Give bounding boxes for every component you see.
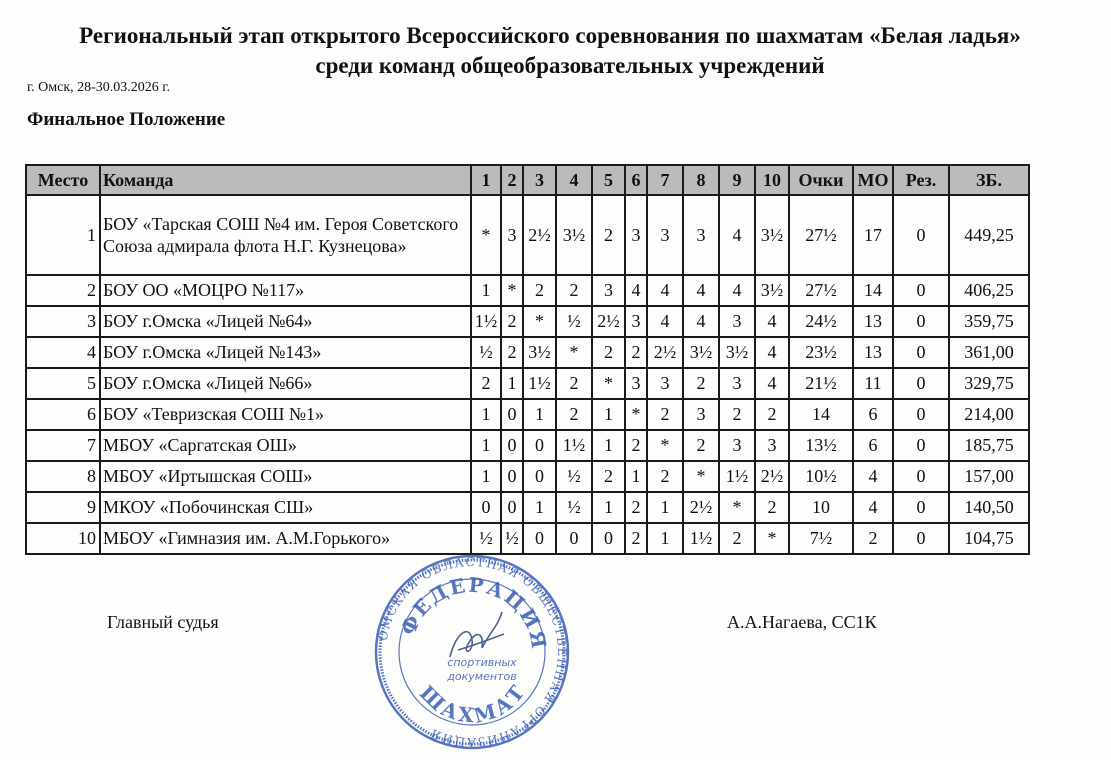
round-vs-7-cell: 2 [647, 399, 683, 430]
federation-stamp-icon [372, 552, 572, 752]
round-vs-4-cell: 2 [556, 275, 592, 306]
table-row [26, 492, 1029, 523]
round-vs-5-cell: 1 [592, 399, 625, 430]
place-cell: 7 [26, 430, 100, 461]
round-vs-10-cell: 2 [755, 399, 789, 430]
table-row [26, 306, 1029, 337]
table-row [26, 337, 1029, 368]
round-vs-3-cell: 0 [523, 523, 556, 554]
table-row [26, 461, 1029, 492]
section-heading: Финальное Положение [27, 109, 226, 130]
round-vs-5-cell: 2 [592, 461, 625, 492]
round-vs-8-cell: * [683, 461, 719, 492]
round-vs-8-cell: 3 [683, 195, 719, 275]
round-vs-10-cell: 3½ [755, 195, 789, 275]
round-vs-8-cell: 1½ [683, 523, 719, 554]
match-points-cell: 4 [853, 461, 893, 492]
team-name-cell: БОУ г.Омска «Лицей №64» [100, 306, 471, 337]
round-vs-1-cell: ½ [471, 337, 501, 368]
round-vs-6-cell: 3 [625, 368, 647, 399]
place-cell: 3 [26, 306, 100, 337]
place-cell: 2 [26, 275, 100, 306]
col-header-r7: 7 [647, 165, 683, 195]
result-cell: 0 [893, 368, 949, 399]
tiebreak-cell: 361,00 [949, 337, 1029, 368]
round-vs-8-cell: 2 [683, 430, 719, 461]
round-vs-9-cell: 3 [719, 368, 755, 399]
round-vs-4-cell: 2 [556, 368, 592, 399]
place-cell: 10 [26, 523, 100, 554]
table-row [26, 368, 1029, 399]
round-vs-8-cell: 3½ [683, 337, 719, 368]
round-vs-10-cell: 4 [755, 337, 789, 368]
points-cell: 10 [789, 492, 853, 523]
svg-text:спортивных: спортивных [447, 656, 517, 669]
match-points-cell: 13 [853, 306, 893, 337]
round-vs-3-cell: 0 [523, 430, 556, 461]
round-vs-10-cell: * [755, 523, 789, 554]
place-cell: 8 [26, 461, 100, 492]
round-vs-6-cell: 2 [625, 492, 647, 523]
place-cell: 5 [26, 368, 100, 399]
standings-table [25, 164, 1030, 555]
table-header-row [26, 165, 1029, 195]
result-cell: 0 [893, 275, 949, 306]
points-cell: 27½ [789, 195, 853, 275]
result-cell: 0 [893, 306, 949, 337]
match-points-cell: 17 [853, 195, 893, 275]
round-vs-10-cell: 4 [755, 368, 789, 399]
points-cell: 24½ [789, 306, 853, 337]
match-points-cell: 4 [853, 492, 893, 523]
round-vs-4-cell: ½ [556, 306, 592, 337]
round-vs-1-cell: 1½ [471, 306, 501, 337]
round-vs-3-cell: 0 [523, 461, 556, 492]
round-vs-3-cell: 2½ [523, 195, 556, 275]
round-vs-7-cell: 1 [647, 492, 683, 523]
table-row [26, 399, 1029, 430]
col-header-team: Команда [100, 165, 471, 195]
tiebreak-cell: 329,75 [949, 368, 1029, 399]
round-vs-2-cell: ½ [501, 523, 523, 554]
round-vs-8-cell: 4 [683, 275, 719, 306]
round-vs-3-cell: 1½ [523, 368, 556, 399]
round-vs-1-cell: ½ [471, 523, 501, 554]
round-vs-7-cell: 4 [647, 275, 683, 306]
round-vs-10-cell: 3½ [755, 275, 789, 306]
round-vs-5-cell: * [592, 368, 625, 399]
points-cell: 7½ [789, 523, 853, 554]
points-cell: 23½ [789, 337, 853, 368]
svg-text:ОМСКАЯ ОБЛАСТНАЯ ОБЩЕСТВЕННАЯ: ОМСКАЯ ОБЛАСТНАЯ ОБЩЕСТВЕННАЯ ОРГАНИЗАЦИЯ [375, 554, 570, 750]
round-vs-7-cell: 4 [647, 306, 683, 337]
round-vs-6-cell: 2 [625, 430, 647, 461]
round-vs-3-cell: 1 [523, 399, 556, 430]
col-header-r2: 2 [501, 165, 523, 195]
tiebreak-cell: 185,75 [949, 430, 1029, 461]
col-header-r8: 8 [683, 165, 719, 195]
round-vs-9-cell: 4 [719, 275, 755, 306]
team-name-cell: БОУ «Тевризская СОШ №1» [100, 399, 471, 430]
result-cell: 0 [893, 461, 949, 492]
tiebreak-cell: 359,75 [949, 306, 1029, 337]
round-vs-3-cell: 1 [523, 492, 556, 523]
tiebreak-cell: 140,50 [949, 492, 1029, 523]
place-cell: 9 [26, 492, 100, 523]
result-cell: 0 [893, 337, 949, 368]
col-header-r3: 3 [523, 165, 556, 195]
round-vs-6-cell: 3 [625, 195, 647, 275]
place-cell: 1 [26, 195, 100, 275]
team-name-cell: БОУ г.Омска «Лицей №143» [100, 337, 471, 368]
result-cell: 0 [893, 195, 949, 275]
points-cell: 14 [789, 399, 853, 430]
round-vs-7-cell: 2 [647, 461, 683, 492]
team-name-cell: МБОУ «Иртышская СОШ» [100, 461, 471, 492]
col-header-r10: 10 [755, 165, 789, 195]
tiebreak-cell: 449,25 [949, 195, 1029, 275]
round-vs-9-cell: * [719, 492, 755, 523]
points-cell: 13½ [789, 430, 853, 461]
round-vs-2-cell: 0 [501, 492, 523, 523]
svg-text:документов: документов [447, 670, 517, 683]
round-vs-5-cell: 2½ [592, 306, 625, 337]
round-vs-1-cell: 1 [471, 399, 501, 430]
round-vs-1-cell: 1 [471, 461, 501, 492]
col-header-mo: МО [853, 165, 893, 195]
points-cell: 27½ [789, 275, 853, 306]
team-name-cell: БОУ ОО «МОЦРО №117» [100, 275, 471, 306]
round-vs-3-cell: * [523, 306, 556, 337]
result-cell: 0 [893, 399, 949, 430]
round-vs-4-cell: 3½ [556, 195, 592, 275]
col-header-points: Очки [789, 165, 853, 195]
round-vs-1-cell: 1 [471, 275, 501, 306]
round-vs-6-cell: 2 [625, 337, 647, 368]
round-vs-8-cell: 2½ [683, 492, 719, 523]
round-vs-3-cell: 2 [523, 275, 556, 306]
table-row [26, 523, 1029, 554]
table-row [26, 195, 1029, 275]
chief-judge-label: Главный судья [107, 612, 219, 632]
col-header-r5: 5 [592, 165, 625, 195]
col-header-r1: 1 [471, 165, 501, 195]
round-vs-6-cell: 3 [625, 306, 647, 337]
round-vs-4-cell: 2 [556, 399, 592, 430]
round-vs-5-cell: 1 [592, 430, 625, 461]
round-vs-10-cell: 2 [755, 492, 789, 523]
round-vs-4-cell: ½ [556, 492, 592, 523]
match-points-cell: 2 [853, 523, 893, 554]
col-header-place: Место [26, 165, 100, 195]
round-vs-2-cell: 2 [501, 306, 523, 337]
round-vs-9-cell: 3 [719, 306, 755, 337]
round-vs-7-cell: 3 [647, 195, 683, 275]
tiebreak-cell: 104,75 [949, 523, 1029, 554]
round-vs-1-cell: 2 [471, 368, 501, 399]
round-vs-7-cell: 2½ [647, 337, 683, 368]
document-title: Региональный этап открытого Всероссийского соревнования по шахматам «Белая ладья» [79, 23, 1021, 48]
round-vs-2-cell: 3 [501, 195, 523, 275]
table-row [26, 275, 1029, 306]
round-vs-1-cell: * [471, 195, 501, 275]
round-vs-2-cell: 0 [501, 399, 523, 430]
round-vs-2-cell: 0 [501, 430, 523, 461]
team-name-cell: МБОУ «Саргатская ОШ» [100, 430, 471, 461]
tiebreak-cell: 406,25 [949, 275, 1029, 306]
col-header-r9: 9 [719, 165, 755, 195]
team-name-cell: БОУ «Тарская СОШ №4 им. Героя Советского Союза адмирала флота Н.Г. Кузнецова» [100, 195, 471, 275]
round-vs-1-cell: 1 [471, 430, 501, 461]
round-vs-5-cell: 2 [592, 195, 625, 275]
svg-text:ФЕДЕРАЦИЯ: ФЕДЕРАЦИЯ [395, 572, 552, 653]
col-header-r6: 6 [625, 165, 647, 195]
round-vs-8-cell: 3 [683, 399, 719, 430]
result-cell: 0 [893, 492, 949, 523]
round-vs-7-cell: 1 [647, 523, 683, 554]
round-vs-6-cell: 2 [625, 523, 647, 554]
round-vs-2-cell: 0 [501, 461, 523, 492]
round-vs-9-cell: 1½ [719, 461, 755, 492]
round-vs-2-cell: * [501, 275, 523, 306]
result-cell: 0 [893, 430, 949, 461]
chief-judge-name: А.А.Нагаева, СС1К [727, 612, 877, 632]
round-vs-10-cell: 4 [755, 306, 789, 337]
round-vs-10-cell: 3 [755, 430, 789, 461]
round-vs-9-cell: 2 [719, 399, 755, 430]
match-points-cell: 11 [853, 368, 893, 399]
match-points-cell: 14 [853, 275, 893, 306]
team-name-cell: МБОУ «Гимназия им. А.М.Горького» [100, 523, 471, 554]
match-points-cell: 6 [853, 430, 893, 461]
round-vs-4-cell: 1½ [556, 430, 592, 461]
round-vs-6-cell: 4 [625, 275, 647, 306]
round-vs-8-cell: 4 [683, 306, 719, 337]
svg-text:ШАХМАТ: ШАХМАТ [414, 678, 531, 728]
round-vs-3-cell: 3½ [523, 337, 556, 368]
round-vs-9-cell: 3 [719, 430, 755, 461]
round-vs-9-cell: 2 [719, 523, 755, 554]
round-vs-7-cell: * [647, 430, 683, 461]
round-vs-5-cell: 3 [592, 275, 625, 306]
table-row [26, 430, 1029, 461]
col-header-rez: Рез. [893, 165, 949, 195]
document-subtitle: среди команд общеобразовательных учреждений [315, 53, 825, 78]
points-cell: 21½ [789, 368, 853, 399]
tiebreak-cell: 214,00 [949, 399, 1029, 430]
round-vs-7-cell: 3 [647, 368, 683, 399]
match-points-cell: 13 [853, 337, 893, 368]
round-vs-4-cell: * [556, 337, 592, 368]
round-vs-9-cell: 4 [719, 195, 755, 275]
round-vs-5-cell: 1 [592, 492, 625, 523]
result-cell: 0 [893, 523, 949, 554]
signature [450, 612, 504, 657]
round-vs-2-cell: 2 [501, 337, 523, 368]
place-cell: 4 [26, 337, 100, 368]
round-vs-4-cell: 0 [556, 523, 592, 554]
tiebreak-cell: 157,00 [949, 461, 1029, 492]
col-header-r4: 4 [556, 165, 592, 195]
round-vs-2-cell: 1 [501, 368, 523, 399]
round-vs-1-cell: 0 [471, 492, 501, 523]
place-cell: 6 [26, 399, 100, 430]
points-cell: 10½ [789, 461, 853, 492]
round-vs-4-cell: ½ [556, 461, 592, 492]
round-vs-6-cell: 1 [625, 461, 647, 492]
team-name-cell: МКОУ «Побочинская СШ» [100, 492, 471, 523]
match-points-cell: 6 [853, 399, 893, 430]
round-vs-6-cell: * [625, 399, 647, 430]
round-vs-8-cell: 2 [683, 368, 719, 399]
team-name-cell: БОУ г.Омска «Лицей №66» [100, 368, 471, 399]
round-vs-5-cell: 0 [592, 523, 625, 554]
place-date: г. Омск, 28-30.03.2026 г. [27, 80, 170, 95]
col-header-zb: ЗБ. [949, 165, 1029, 195]
round-vs-5-cell: 2 [592, 337, 625, 368]
round-vs-10-cell: 2½ [755, 461, 789, 492]
round-vs-9-cell: 3½ [719, 337, 755, 368]
